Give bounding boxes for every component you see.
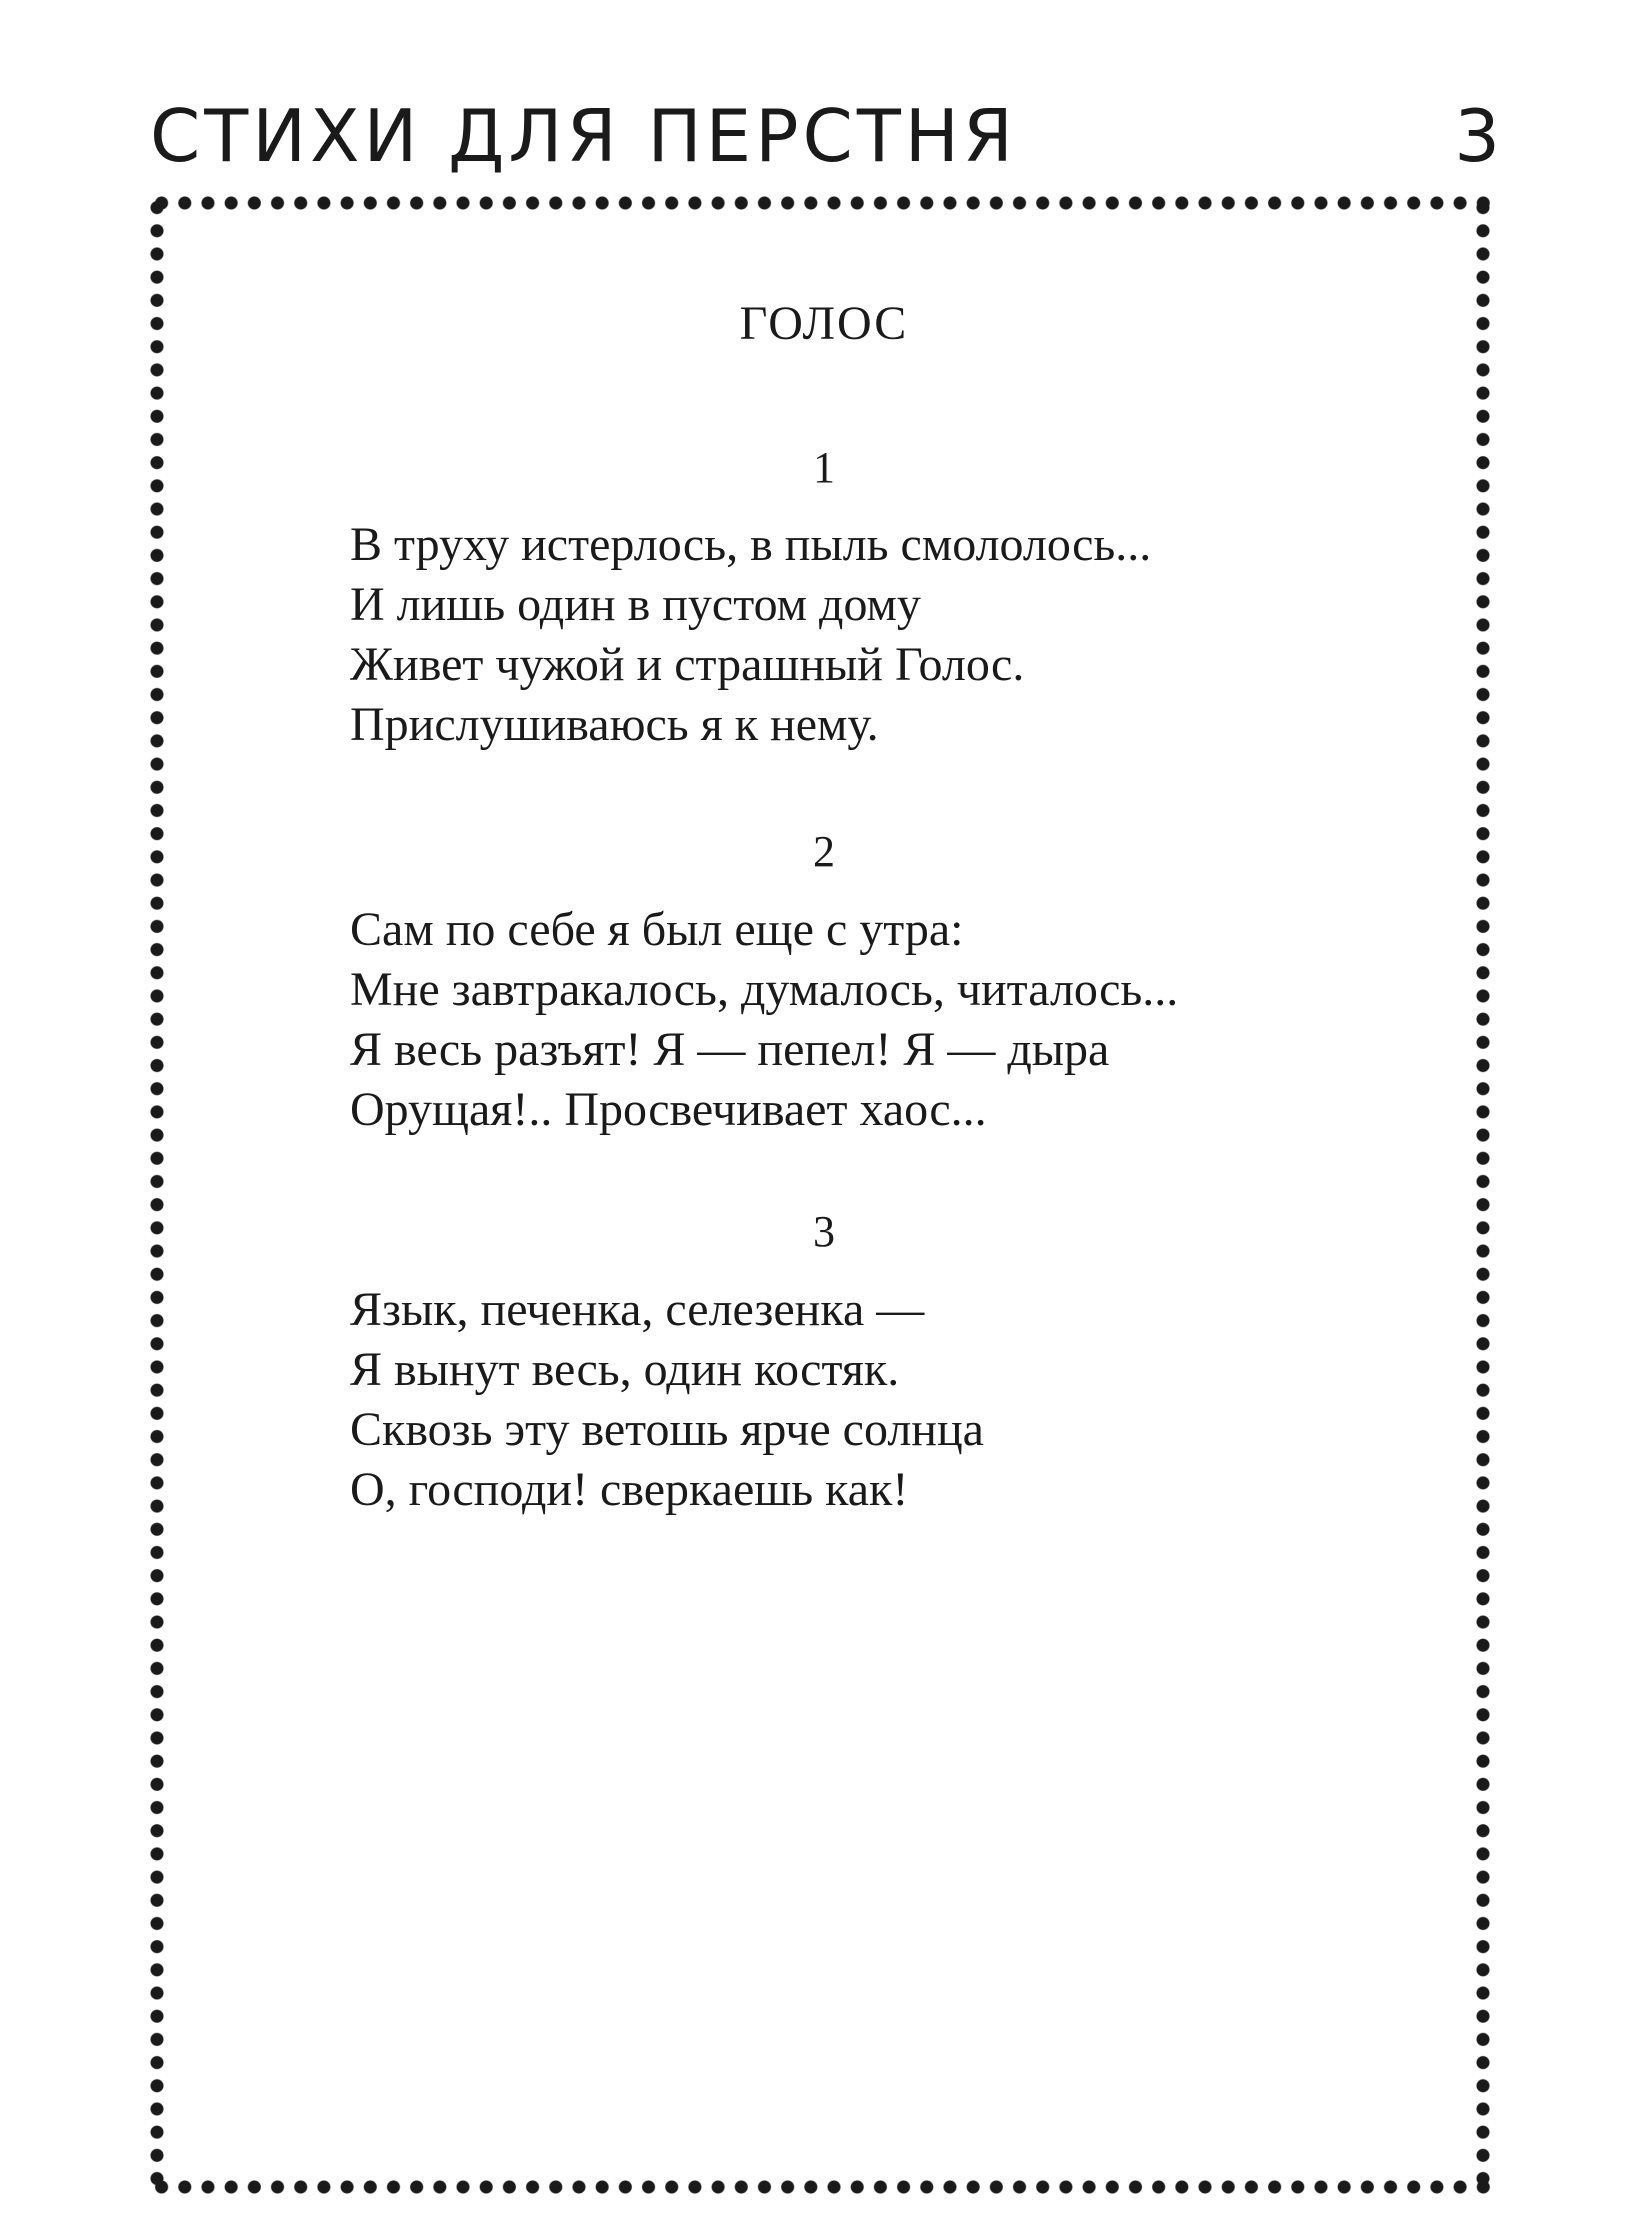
verse-line: Орущая!.. Просвечивает хаос...	[350, 1083, 987, 1136]
stanza	[350, 1280, 1450, 1520]
verse-line: Я весь разъят! Я — пепел! Я — дыра	[350, 1023, 1110, 1076]
verse-line: Язык, печенка, селезенка —	[350, 1283, 925, 1336]
part-number: 1	[813, 443, 835, 492]
dotted-border-right	[1476, 196, 1490, 2194]
verse-line: Прислушиваюсь я к нему.	[350, 698, 879, 751]
verse-line: И лишь один в пустом дому	[350, 578, 921, 631]
verse-line: Мне завтракалось, думалось, читалось...	[350, 963, 1179, 1016]
part-number: 2	[813, 827, 835, 876]
verse-line: О, господи! сверкаешь как!	[350, 1463, 909, 1516]
verse-line: Сквозь эту ветошь ярче солнца	[350, 1403, 984, 1456]
dotted-border-top	[150, 196, 1490, 210]
verse-line: Живет чужой и страшный Голос.	[350, 638, 1025, 691]
stanza	[350, 900, 1450, 1140]
verse-line: Я вынут весь, один костяк.	[350, 1343, 900, 1396]
page-number: 3	[1454, 94, 1500, 178]
verse-line: Сам по себе я был еще с утра:	[350, 903, 964, 956]
dotted-border-left	[150, 196, 164, 2194]
dotted-border-frame	[150, 196, 1490, 2194]
stanza	[350, 515, 1450, 755]
running-title: СТИХИ ДЛЯ ПЕРСТНЯ	[150, 94, 1017, 178]
poem-title: ГОЛОС	[739, 297, 909, 350]
dotted-border-bottom	[150, 2180, 1490, 2194]
part-number: 3	[813, 1207, 835, 1256]
verse-line: В труху истерлось, в пыль смололось...	[350, 518, 1152, 571]
